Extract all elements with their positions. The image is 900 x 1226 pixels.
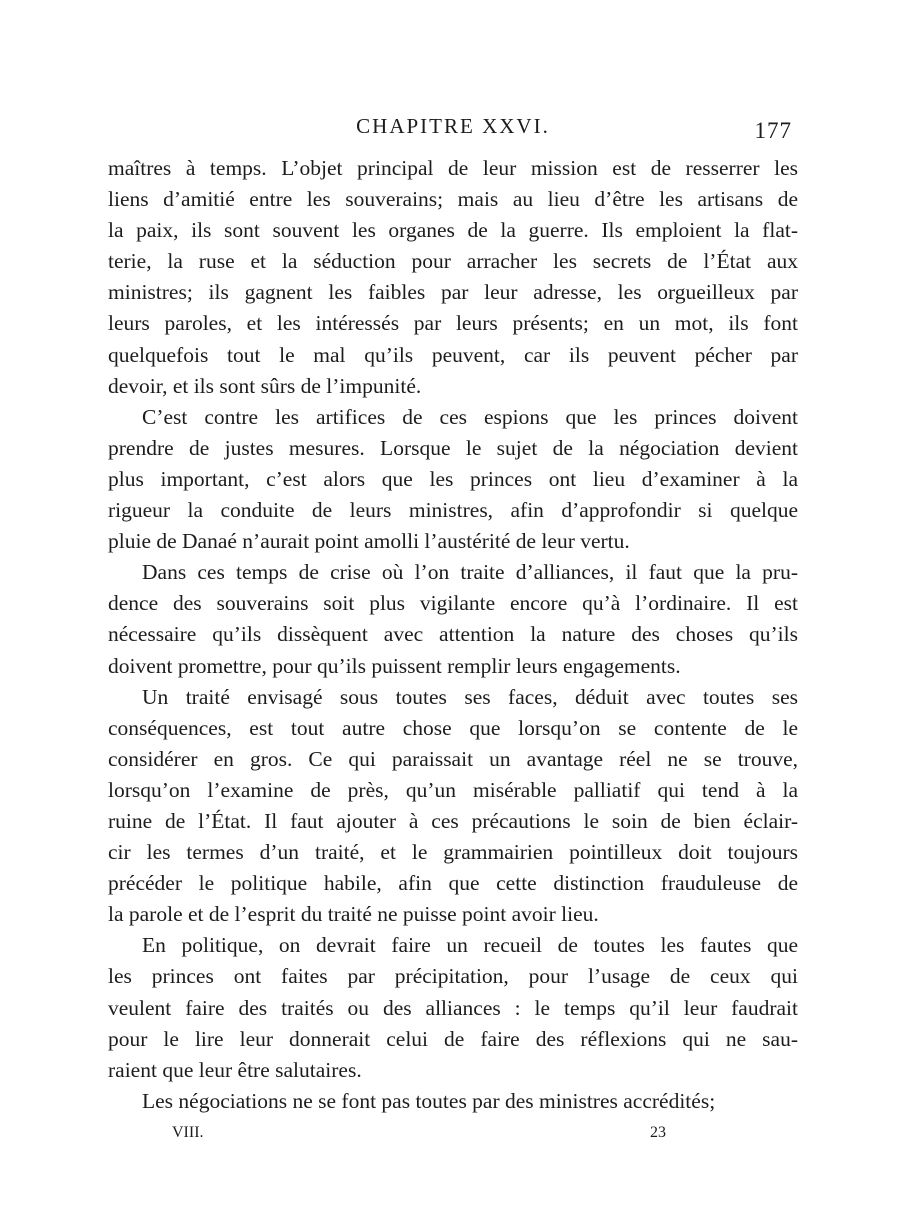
- text-line: pour le lire leur donnerait celui de faire des réflexions qui ne sau-: [108, 1026, 798, 1051]
- text-line: quelquefois tout le mal qu’ils peuvent, car ils peuvent pécher par: [108, 342, 798, 367]
- volume-mark: VIII.: [172, 1124, 204, 1141]
- paragraph-first-line: Un traité envisagé sous toutes ses faces, déduit avec toutes ses: [142, 684, 798, 709]
- text-line: leurs paroles, et les intéressés par leurs présents; en un mot, ils font: [108, 311, 798, 336]
- text-line: les princes ont faites par précipitation, pour l’usage de ceux qui: [108, 964, 798, 989]
- text-line: la parole et de l’esprit du traité ne puisse point avoir lieu.: [108, 902, 599, 927]
- paragraph-first-line: Dans ces temps de crise où l’on traite d’alliances, il faut que la pru-: [142, 560, 798, 585]
- body-text: [108, 153, 798, 1117]
- text-line: considérer en gros. Ce qui paraissait un avantage réel ne se trouve,: [108, 746, 798, 771]
- paragraph-first-line: C’est contre les artifices de ces espions que les princes doivent: [142, 404, 798, 429]
- text-line: précéder le politique habile, afin que cette distinction frauduleuse de: [108, 871, 798, 896]
- page-footer: [108, 1124, 798, 1148]
- text-line: rigueur la conduite de leurs ministres, afin d’approfondir si quelque: [108, 498, 798, 523]
- text-line: doivent promettre, pour qu’ils puissent remplir leurs engagements.: [108, 653, 681, 678]
- text-line: dence des souverains soit plus vigilante encore qu’à l’ordinaire. Il est: [108, 591, 798, 616]
- text-line: lorsqu’on l’examine de près, qu’un misérable palliatif qui tend à la: [108, 777, 798, 802]
- text-line: pluie de Danaé n’aurait point amolli l’austérité de leur vertu.: [108, 529, 630, 554]
- text-line: la paix, ils sont souvent les organes de la guerre. Ils emploient la flat-: [108, 218, 798, 243]
- text-line: liens d’amitié entre les souverains; mais au lieu d’être les artisans de: [108, 187, 798, 212]
- text-line: conséquences, est tout autre chose que lorsqu’on se contente de le: [108, 715, 798, 740]
- text-line: terie, la ruse et la séduction pour arracher les secrets de l’État aux: [108, 249, 798, 274]
- text-line: ruine de l’État. Il faut ajouter à ces précautions le soin de bien éclair-: [108, 808, 798, 833]
- text-line: plus important, c’est alors que les princes ont lieu d’examiner à la: [108, 466, 798, 491]
- signature-mark: 23: [650, 1124, 666, 1141]
- text-line: nécessaire qu’ils dissèquent avec attention la nature des choses qu’ils: [108, 622, 798, 647]
- page-number: 177: [754, 118, 792, 143]
- text-line: veulent faire des traités ou des alliances : le temps qu’il leur faudrait: [108, 995, 798, 1020]
- paragraph-first-line: Les négociations ne se font pas toutes par des ministres accrédités;: [142, 1088, 716, 1113]
- text-line: prendre de justes mesures. Lorsque le sujet de la négociation devient: [108, 435, 798, 460]
- page-header: [108, 114, 798, 144]
- text-line: ministres; ils gagnent les faibles par leur adresse, les orgueilleux par: [108, 280, 798, 305]
- paragraph-first-line: En politique, on devrait faire un recueil de toutes les fautes que: [142, 933, 798, 958]
- text-line: devoir, et ils sont sûrs de l’impunité.: [108, 373, 422, 398]
- text-line: raient que leur être salutaires.: [108, 1057, 362, 1082]
- running-title: CHAPITRE XXVI.: [356, 114, 550, 138]
- text-line: cir les termes d’un traité, et le grammairien pointilleux doit toujours: [108, 840, 798, 865]
- text-line: maîtres à temps. L’objet principal de leur mission est de resserrer les: [108, 156, 798, 180]
